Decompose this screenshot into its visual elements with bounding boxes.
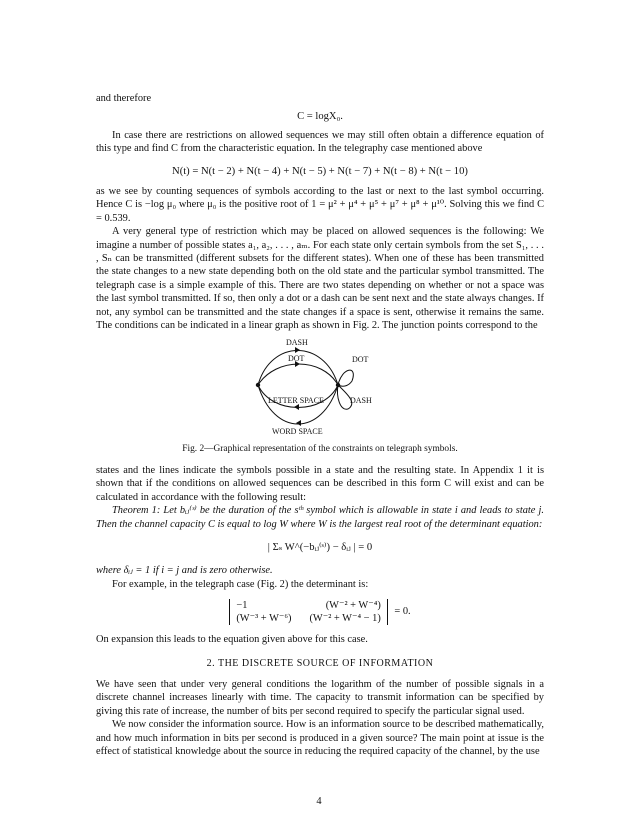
- figure-state-graph: [96, 337, 544, 467]
- paragraph-general-conditions: We have seen that under very general conditions the logarithm of the number of possible signals in a discrete channel increases linearly with time. The capacity to transmit information can be specified by giving this rate of increase, the number of bits per second required to specify the particular signal used.: [96, 678, 544, 717]
- paragraph-information-source: We now consider the information source. How is an information source to be described mathematically, and how much information in bits per second is produced in a given source? The main point at issue is the effect of statistical knowledge about the source in reducing the required capacity of the channel, by the use: [96, 719, 544, 757]
- label-word-space: WORD SPACE: [272, 426, 323, 436]
- label-dot-right: DOT: [352, 354, 369, 364]
- label-letter-space: LETTER SPACE: [268, 395, 324, 405]
- node-left: [256, 382, 260, 386]
- label-dash-right: DASH: [350, 395, 372, 405]
- label-dot-mid: DOT: [288, 353, 305, 363]
- paragraph-difference-equation: In case there are restrictions on allowed sequences we may still often obtain a difference equation of this type and find C from the characteristic equation. In the telegraphy case mentioned above: [96, 129, 544, 155]
- paragraph-delta-text: where δᵢⱼ = 1 if i = j and is zero otherwise.: [96, 565, 273, 577]
- node-right: [336, 382, 340, 386]
- theorem-1-text: Theorem 1: Let bᵢⱼ⁽ˢ⁾ be the duration of the sᵗʰ symbol which is allowable in state i and leads to state j. Then the channel capacity C is equal to log W where W is the largest real root of the determinant equation:: [96, 505, 544, 530]
- figure-caption: Fig. 2—Graphical representation of the constraints on telegraph symbols.: [182, 443, 458, 454]
- equation-determinant: | Σₛ W^(−bᵢⱼ⁽ˢ⁾) − δᵢⱼ | = 0: [267, 541, 373, 553]
- edge-dot-mid: [258, 364, 338, 385]
- paragraph-counting: as we see by counting sequences of symbols according to the last or next to the last symbol occurring. Hence C is −log μ₀ where μ₀ is the positive root of 1 = μ² + μ⁴ + μ⁵ + μ⁷ + μ⁸ + μ¹⁰. Solving this we find C = 0.539.: [96, 186, 544, 224]
- det-a12: (W⁻² + W⁻⁴): [325, 600, 381, 612]
- paragraph-example: For example, in the telegraph case (Fig. 2) the determinant is:: [112, 578, 369, 590]
- page-body: [96, 92, 544, 758]
- determinant-row-1: [236, 599, 380, 612]
- label-dash-top: DASH: [286, 337, 308, 347]
- paragraph-delta: [96, 564, 544, 577]
- determinant-block: [96, 599, 544, 625]
- det-a21: (W⁻³ + W⁻⁶): [236, 613, 292, 625]
- paragraph-restriction: A very general type of restriction which may be placed on allowed sequences is the following: We imagine a number of possible states a₁, a₂, . . . , aₘ. For each state only certain symbols from the set S₁, . . . , Sₙ can be transmitted (different subsets for the different states). When one of these has been transmitted the state changes to a new state depending both on the old state and the particular symbol transmitted. The telegraph case is a simple example of this. There are two states depending on whether or not a space was the last symbol transmitted. If so, then only a dot or a dash can be sent next and the state always changes. If not, any symbol can be transmitted and the state changes if a space is sent, otherwise it remains the same. The conditions can be indicated in a linear graph as shown in Fig. 2. The junction points correspond to the: [96, 226, 544, 332]
- det-a22: (W⁻² + W⁻⁴ − 1): [309, 613, 381, 625]
- determinant-matrix: [229, 599, 387, 625]
- paragraph-intro: and therefore: [96, 93, 152, 104]
- det-rhs: = 0.: [394, 606, 411, 618]
- det-a11: −1: [236, 600, 248, 612]
- arrow-word-space: [296, 420, 301, 426]
- equation-telegraph: N(t) = N(t − 2) + N(t − 4) + N(t − 5) + N(t − 7) + N(t − 8) + N(t − 10): [172, 165, 468, 177]
- paragraph-expansion: On expansion this leads to the equation given above for this case.: [96, 634, 368, 646]
- equation-capacity: C = logX₀.: [297, 111, 343, 123]
- arrow-dash-top: [295, 347, 300, 353]
- paragraph-states: states and the lines indicate the symbols possible in a state and the resulting state. In Appendix 1 it is shown that if the conditions on allowed sequences can be described in this form C will exist and can be calculated in accordance with the following result:: [96, 464, 544, 503]
- state-graph-svg: [96, 337, 544, 467]
- determinant-row-2: [236, 612, 380, 625]
- section-heading: 2. THE DISCRETE SOURCE OF INFORMATION: [206, 657, 434, 669]
- page-number: 4: [316, 796, 322, 807]
- theorem-1: [96, 504, 544, 531]
- loop-dot-right: [338, 370, 353, 386]
